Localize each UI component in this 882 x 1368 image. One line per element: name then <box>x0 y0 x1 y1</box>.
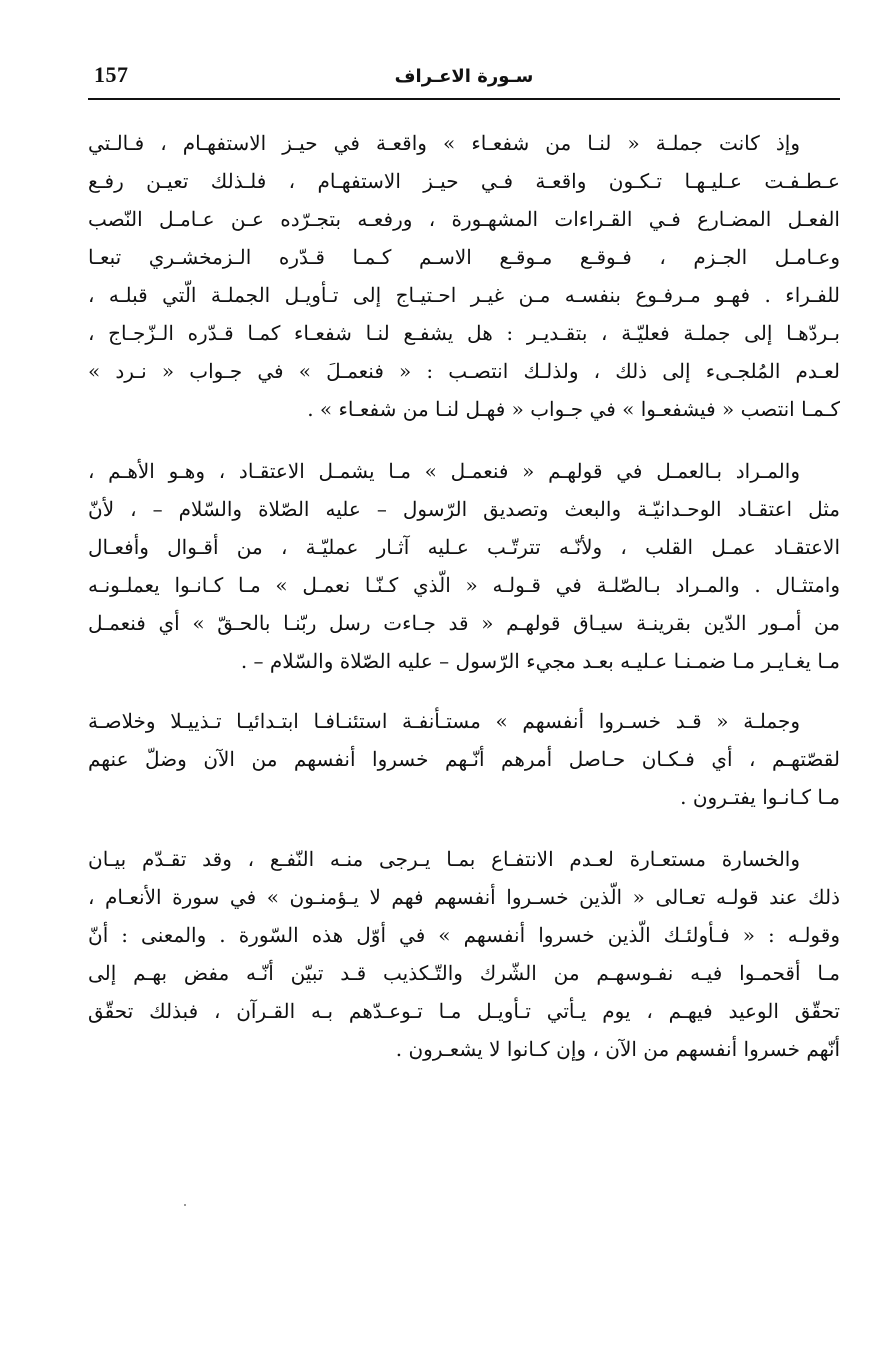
text-line: والخسارة مستعـارة لعـدم الانتفـاع بمـا يـرجى منـه النّفـع ، وقد تقـدّم بيـان <box>88 847 800 871</box>
text-line: وجملـة « قـد خسـروا أنفسهم » مستـأنفـة استئنـافـا ابتـدائيـا تـذييـلا وخلاصـة <box>88 709 800 733</box>
paragraph-1 <box>88 124 840 428</box>
text-line: مثل اعتقـاد الوحـدانيّـة والبعث وتصديق الرّسول – عليه الصّلاة والسّلام – ، لأنّ <box>88 497 840 521</box>
text-line: مـا يغـايـر مـا ضمـنـا عـليـه بعـد مجيء الرّسول – عليه الصّلاة والسّلام – . <box>240 649 840 673</box>
text-line: أنّهم خسروا أنفسهم من الآن ، وإن كـانوا لا يشعـرون . <box>395 1037 840 1061</box>
paragraph-2 <box>88 452 840 680</box>
text-line: ذلك عند قولـه تعـالى « الّذين خسـروا أنفسهم فهم لا يـؤمنـون » في سورة الأنعـام ، <box>88 885 840 909</box>
text-line: مـا كـانـوا يفتـرون . <box>680 785 840 809</box>
text-line: مـا أقحمـوا فيـه نفـوسهـم من الشّرك والتّـكذيب قـد تبيّن أنّـه مفض بهـم إلى <box>88 961 840 985</box>
text-line: بـردّهـا إلى جملـة فعليّـة ، بتقـديـر : هل يشفـع لنـا شفعـاء كمـا قـدّره الـزّجـاج ، <box>88 321 840 345</box>
text-line: وعـامـل الجـزم ، فـوقـع مـوقـع الاسـم كـمـا قـدّره الـزمخشـري تبعـا <box>88 245 840 269</box>
text-line: وامتثـال . والمـراد بـالصّلـة في قـولـه « الّذي كـنّـا نعمـل » مـا كـانـوا يعملـونـه <box>88 573 840 597</box>
scan-speck <box>184 1204 186 1206</box>
text-line: الفعـل المضـارع فـي القـراءات المشهـورة ، ورفعـه بتجـرّده عـن عـامـل النّصب <box>88 207 840 231</box>
text-line: كـمـا انتصب « فيشفعـوا » في جـواب « فهـل لنـا من شفعـاء » . <box>307 397 840 421</box>
text-line: لقصّتهـم ، أي فـكـان حـاصل أمرهم أنّـهم خسروا أنفسهم من الآن وضلّ عنهم <box>88 747 840 771</box>
body-text <box>88 124 840 1068</box>
paragraph-3 <box>88 702 840 816</box>
text-line: عـطـفـت عـليـهـا تـكـون واقعـة فـي حيـز الاستفهـام ، فلـذلك تعيـن رفـع <box>88 169 840 193</box>
text-line: تحقّق الوعيد فيهـم ، يوم يـأتي تـأويـل مـا تـوعـدّهم بـه القـرآن ، فبذلك تحقّق <box>88 999 840 1023</box>
text-line: للفـراء . فهـو مـرفـوع بنفسـه مـن غيـر احـتيـاج إلى تـأويـل الجملـة الّتي قبلـه ، <box>88 283 840 307</box>
text-line: من أمـور الدّين بقرينـة سيـاق قولهـم « قد جـاءت رسل ربّنـا بالحـقّ » أي فنعمـل <box>88 611 840 635</box>
running-title: سـورة الاعـراف <box>394 66 534 87</box>
header-rule <box>88 98 840 100</box>
page-number: 157 <box>94 62 129 87</box>
text-line: الاعتقـاد عمـل القلب ، ولأنّـه تترتّـب عـليه آثـار عمليّـة ، من أقـوال وأفعـال <box>88 535 840 559</box>
text-line: وإذ كانت جملـة « لنـا من شفعـاء » واقعـة في حيـز الاستفهـام ، فـالـتي <box>88 131 800 155</box>
text-line: والمـراد بـالعمـل في قولهـم « فنعمـل » مـا يشمـل الاعتقـاد ، وهـو الأهـم ، <box>88 459 800 483</box>
page-header <box>88 58 840 98</box>
text-line: وقولـه : « فـأولئـك الّذين خسروا أنفسهم » في أوّل هذه السّورة . والمعنى : أنّ <box>88 923 840 947</box>
paragraph-4 <box>88 840 840 1068</box>
text-line: لعـدم المُلجـىء إلى ذلك ، ولذلـك انتصـب : « فنعمـلَ » في جـواب « نـرد » <box>88 359 840 383</box>
